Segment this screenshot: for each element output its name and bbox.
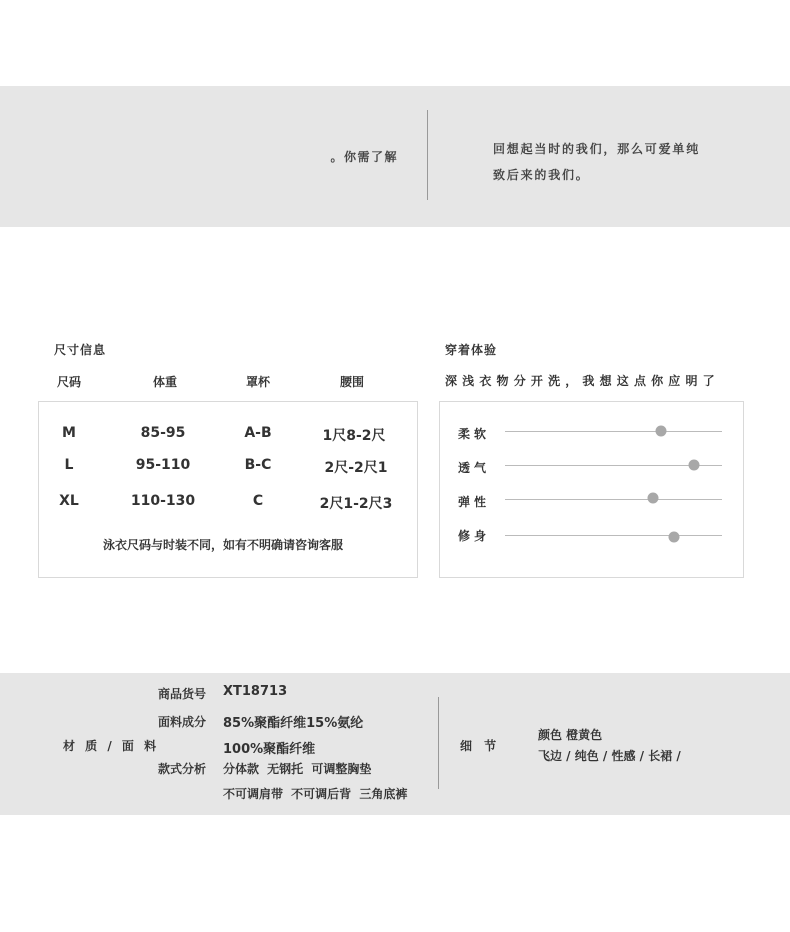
softness-track	[505, 431, 722, 432]
item-no-value: XT18713	[223, 684, 288, 699]
size-cell: A-B	[244, 425, 272, 441]
style-line-1: 分体款 无钢托 可调整胸垫	[223, 762, 372, 776]
intro-right-line-1: 回想起当时的我们，那么可爱单纯	[493, 142, 701, 156]
intro-right-line-2: 致后来的我们。	[493, 168, 590, 182]
item-no-label: 商品货号	[158, 687, 207, 701]
size-cell: 85-95	[140, 425, 186, 441]
style-line-2: 不可调肩带 不可调后背 三角底裤	[223, 787, 408, 801]
elasticity-track	[505, 499, 722, 500]
material-main-label: 材 质 / 面 料	[63, 739, 160, 753]
size-header-weight: 体重	[152, 375, 178, 389]
wear-label-softness: 柔软	[458, 427, 491, 441]
intro-right-text	[493, 136, 743, 188]
size-header-waist: 腰围	[339, 375, 365, 389]
wear-label-elasticity: 弹性	[458, 495, 491, 509]
size-cell: 110-130	[130, 493, 196, 509]
wear-section-title: 穿着体验	[445, 343, 498, 357]
size-cell: XL	[59, 493, 79, 509]
size-cell: 2尺-2尺1	[324, 460, 388, 476]
intro-divider	[427, 110, 428, 200]
size-note: 泳衣尺码与时装不同，如有不明确请咨询客服	[102, 538, 344, 552]
details-color-line: 颜色 橙黄色	[538, 728, 603, 742]
fit-knob	[669, 532, 680, 543]
size-cell: M	[62, 425, 76, 441]
details-features-line: 飞边 / 纯色 / 性感 / 长裙 /	[538, 749, 681, 763]
size-cell: B-C	[244, 457, 272, 473]
wear-label-breathability: 透气	[458, 461, 491, 475]
size-cell: 2尺1-2尺3	[319, 496, 393, 512]
fabric-label: 面料成分	[158, 715, 207, 729]
size-cell: C	[252, 493, 264, 509]
material-divider	[438, 697, 439, 789]
fabric-line-2: 100%聚酯纤维	[223, 742, 316, 757]
size-header-size: 尺码	[56, 375, 82, 389]
size-section-title: 尺寸信息	[54, 343, 107, 357]
softness-knob	[656, 426, 667, 437]
wear-section-subtitle: 深 浅 衣 物 分 开 洗 ， 我 想 这 点 你 应 明 了	[445, 374, 716, 388]
breathability-knob	[688, 460, 699, 471]
details-main-label: 细 节	[460, 739, 501, 753]
size-header-cup: 罩杯	[245, 375, 271, 389]
fabric-line-1: 85%聚酯纤维15%氨纶	[223, 716, 364, 731]
wear-label-fit: 修身	[458, 529, 491, 543]
elasticity-knob	[647, 493, 658, 504]
size-cell: L	[64, 457, 74, 473]
fit-track	[505, 535, 722, 536]
style-label: 款式分析	[158, 762, 207, 776]
size-cell: 1尺8-2尺	[322, 428, 386, 444]
size-cell: 95-110	[135, 457, 191, 473]
intro-left-text: 。你需了解	[330, 150, 398, 164]
